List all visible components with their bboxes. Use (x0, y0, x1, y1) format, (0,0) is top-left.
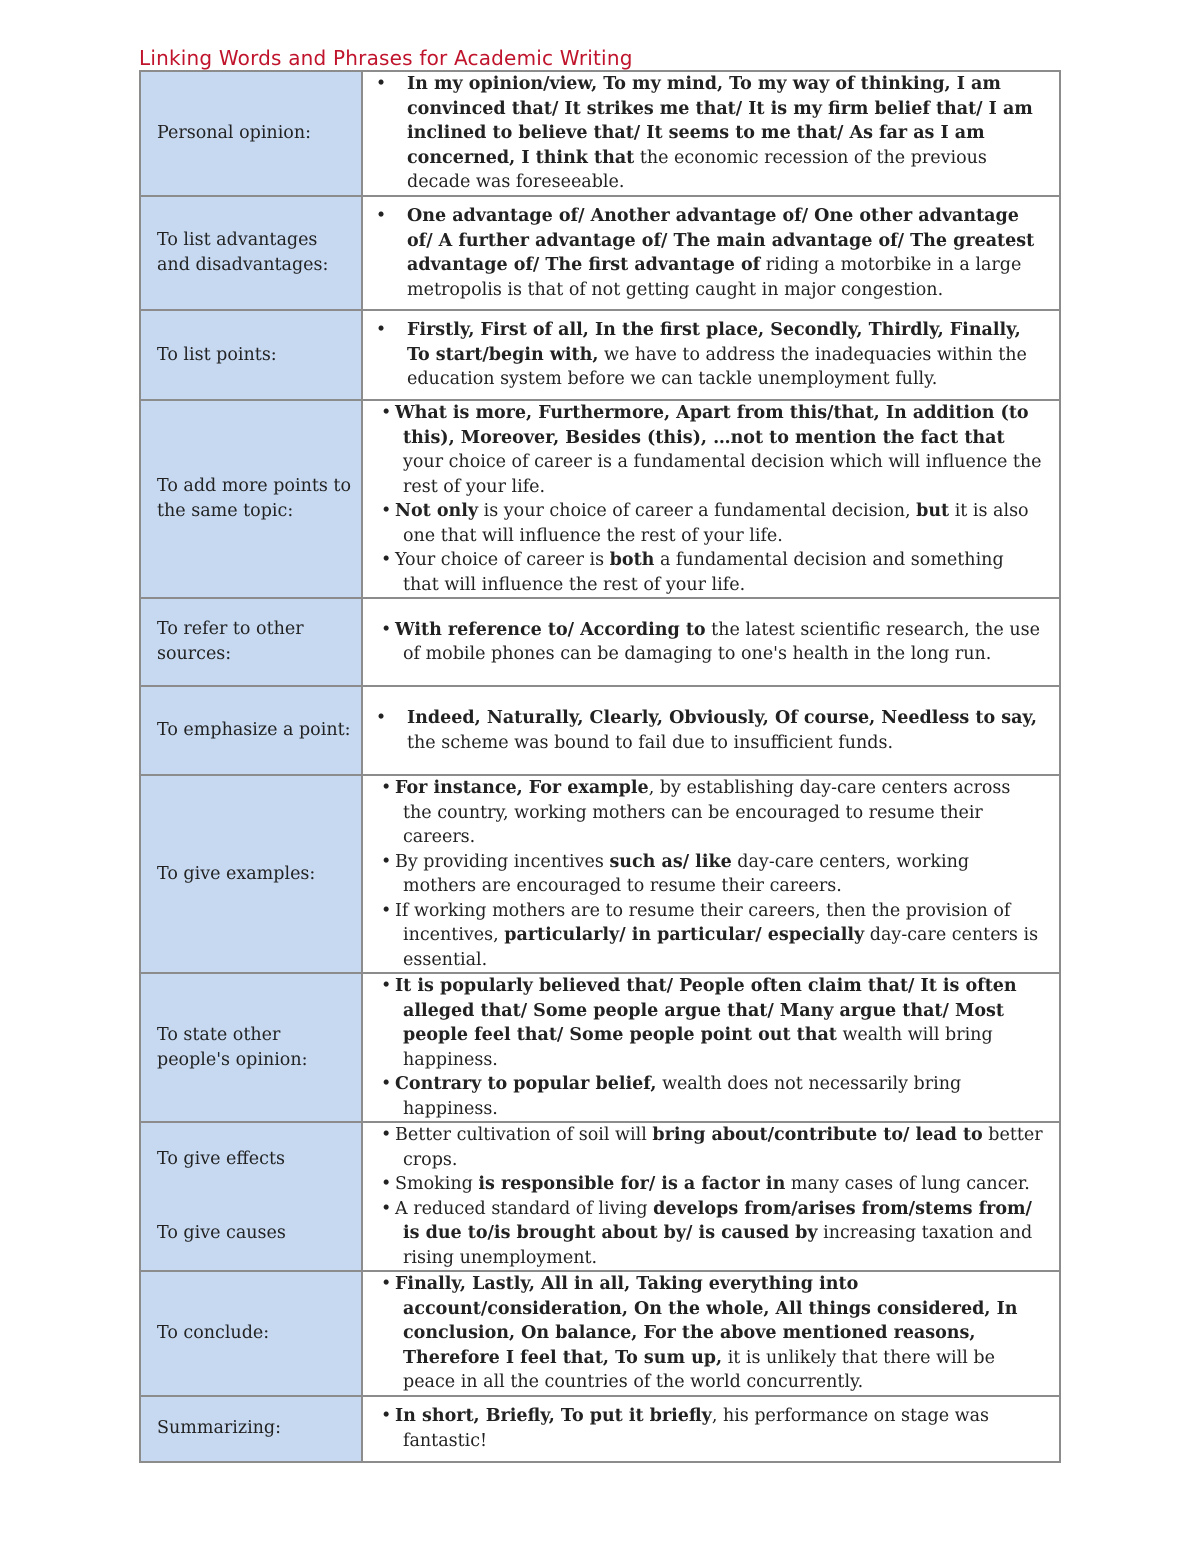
bullet-icon: • (381, 1198, 392, 1219)
bullet-icon: • (381, 1406, 392, 1426)
example-text: the scheme was bound to fail due to insufficient funds. (407, 732, 894, 753)
category-cell (140, 400, 362, 598)
example-cell (362, 196, 1060, 310)
bullet-item (367, 1404, 1043, 1453)
linking-phrase: What is more, Furthermore, Apart from this/that, In addition (to this), Moreover, Besides (this), …not to mention the fact that (395, 403, 1029, 448)
bullet-icon: • (381, 1174, 392, 1194)
example-cell (362, 71, 1060, 196)
example-text: riding a motorbike in a large metropolis is that of not getting caught in major congestion. (407, 255, 1022, 300)
bullet-item (367, 72, 1043, 195)
table-row (140, 400, 1060, 598)
example-text: it is unlikely that there will be peace in all the countries of the world concurrently. (403, 1347, 995, 1392)
linking-phrase: bring about/contribute to/ lead to (652, 1125, 983, 1145)
example-text: a fundamental decision and something that will influence the rest of your life. (403, 550, 1004, 595)
bullet-icon: • (381, 976, 392, 996)
bullet-icon: • (381, 550, 392, 570)
category-label: To list points: (157, 344, 277, 365)
table-row (140, 196, 1060, 310)
bullet-item (367, 1272, 1043, 1395)
linking-phrase: One advantage of/ Another advantage of/ One other advantage of/ A further advantage of/ The main advantage of/ The greatest advantage of/ The first advantage of (407, 206, 1035, 275)
table-row (140, 686, 1060, 775)
bullet-icon: • (381, 1274, 392, 1294)
example-text: wealth does not necessarily bring happiness. (403, 1074, 962, 1119)
example-text: many cases of lung cancer. (785, 1174, 1030, 1194)
example-text: By providing incentives (395, 851, 610, 872)
linking-phrase: In my opinion/view, To my mind, To my way of thinking, I am convinced that/ It strikes me that/ It is my firm belief that/ I am inclined to believe that/ It seems to me that/ As far as I am concerned, I think that (407, 74, 1033, 168)
bullet-icon: • (381, 851, 392, 872)
bullet-item (367, 204, 1043, 302)
category-label: To emphasize a point: (157, 720, 351, 740)
linking-words-table (139, 70, 1061, 1463)
bullet-icon: • (375, 320, 387, 341)
linking-phrase: With reference to/ According to (395, 619, 706, 640)
example-text: your choice of career is a fundamental decision which will influence the rest of your life. (403, 452, 1042, 497)
category-label: Personal opinion: (157, 123, 311, 143)
bullet-item (367, 318, 1043, 392)
table-row (140, 598, 1060, 686)
table-row (140, 310, 1060, 400)
example-text: If working mothers are to resume their careers, then the provision of incentives, (395, 900, 1011, 945)
linking-phrase: Indeed, Naturally, Clearly, Obviously, Of course, Needless to say, (407, 708, 1037, 728)
example-text: Better cultivation of soil will (395, 1125, 653, 1145)
example-cell (362, 973, 1060, 1122)
bullet-item (367, 706, 1043, 755)
document-title: Linking Words and Phrases for Academic Writing (139, 46, 633, 70)
table-row (140, 1122, 1060, 1271)
example-text: Smoking (395, 1174, 479, 1194)
table-body (140, 71, 1060, 1462)
bullet-icon: • (375, 708, 387, 728)
bullet-icon: • (381, 1125, 392, 1145)
category-cell (140, 775, 362, 973)
example-text: we have to address the inadequacies within the education system before we can tackle unemployment fully. (407, 344, 1027, 390)
linking-phrase: develops from/arises from/stems from/ is due to/is brought about by/ is caused by (403, 1198, 1032, 1243)
category-label: To conclude: (157, 1322, 270, 1343)
example-text: day-care centers is essential. (403, 925, 1039, 970)
linking-phrase: Contrary to popular belief, (395, 1074, 657, 1094)
example-text: , his performance on stage was fantastic! (403, 1406, 990, 1451)
category-label: To list advantages and disadvantages: (157, 230, 329, 275)
bullet-item (367, 499, 1043, 548)
bullet-icon: • (381, 501, 392, 521)
bullet-item (367, 776, 1043, 850)
example-text: wealth will bring happiness. (403, 1025, 993, 1070)
bullet-icon: • (381, 900, 392, 921)
category-label-secondary: To give causes (157, 1223, 286, 1243)
bullet-icon: • (381, 619, 392, 640)
table-row (140, 1271, 1060, 1396)
linking-phrase: Firstly, First of all, In the first place, Secondly, Thirdly, Finally, To start/begin with, (407, 320, 1021, 365)
category-spacer (157, 1172, 353, 1221)
category-label: To refer to other sources: (157, 619, 304, 664)
linking-phrase: In short, Briefly, To put it briefly (395, 1406, 712, 1426)
bullet-item (367, 1072, 1043, 1121)
example-text: the latest scientific research, the use of mobile phones can be damaging to one's health in the long run. (403, 619, 1040, 664)
example-cell (362, 310, 1060, 400)
bullet-item (367, 899, 1043, 973)
category-label: To add more points to the same topic: (157, 476, 351, 521)
category-cell (140, 973, 362, 1122)
example-cell (362, 598, 1060, 686)
bullet-item (367, 401, 1043, 499)
category-cell (140, 1271, 362, 1396)
bullet-icon: • (381, 403, 392, 423)
category-cell (140, 686, 362, 775)
bullet-item (367, 1172, 1043, 1197)
linking-phrase: both (609, 550, 655, 570)
linking-phrase: Finally, Lastly, All in all, Taking everything into account/consideration, On the whole, All things considered, In conclusion, On balance, For the above mentioned reasons, Therefore I feel that, To sum up, (395, 1274, 1018, 1368)
category-label: To give examples: (157, 863, 316, 884)
bullet-icon: • (375, 74, 387, 95)
linking-phrase: but (916, 501, 950, 521)
linking-phrase: is responsible for/ is a factor in (478, 1174, 786, 1194)
bullet-icon: • (381, 778, 392, 798)
bullet-item (367, 1197, 1043, 1271)
category-label: To give effects (157, 1149, 285, 1169)
linking-phrase: Not only (395, 501, 479, 521)
example-text: better crops. (403, 1125, 1043, 1170)
linking-phrase: such as/ like (609, 851, 732, 872)
linking-phrase: It is popularly believed that/ People often claim that/ It is often alleged that/ Some people argue that/ Many argue that/ Most people feel that/ Some people point out that (395, 976, 1017, 1045)
example-text: it is also one that will influence the rest of your life. (403, 501, 1029, 546)
example-text: day-care centers, working mothers are encouraged to resume their careers. (403, 851, 970, 896)
table-row (140, 775, 1060, 973)
example-text: increasing taxation and rising unemployment. (403, 1223, 1033, 1268)
linking-phrase: For instance, For example (395, 778, 649, 798)
category-cell (140, 1396, 362, 1462)
bullet-item (367, 548, 1043, 597)
example-text: the economic recession of the previous decade was foreseeable. (407, 147, 987, 193)
table-row (140, 71, 1060, 196)
bullet-icon: • (381, 1074, 392, 1094)
bullet-item (367, 850, 1043, 899)
table-row (140, 1396, 1060, 1462)
example-cell (362, 1271, 1060, 1396)
category-cell (140, 71, 362, 196)
example-text: , by establishing day-care centers across the country, working mothers can be encouraged to resume their careers. (403, 778, 1011, 847)
bullet-item (367, 1123, 1043, 1172)
category-label: To state other people's opinion: (157, 1024, 308, 1070)
linking-phrase: particularly/ in particular/ especially (504, 925, 865, 945)
category-cell (140, 310, 362, 400)
example-cell (362, 1122, 1060, 1271)
example-cell (362, 686, 1060, 775)
example-text: is your choice of career a fundamental decision, (478, 501, 917, 521)
example-cell (362, 1396, 1060, 1462)
bullet-item (367, 974, 1043, 1072)
bullet-item (367, 618, 1043, 667)
category-cell (140, 598, 362, 686)
example-cell (362, 400, 1060, 598)
bullet-icon: • (375, 206, 387, 226)
example-text: Your choice of career is (395, 550, 610, 570)
table-row (140, 973, 1060, 1122)
category-cell (140, 1122, 362, 1271)
category-cell (140, 196, 362, 310)
example-text: A reduced standard of living (395, 1198, 654, 1219)
example-cell (362, 775, 1060, 973)
category-label: Summarizing: (157, 1418, 282, 1438)
